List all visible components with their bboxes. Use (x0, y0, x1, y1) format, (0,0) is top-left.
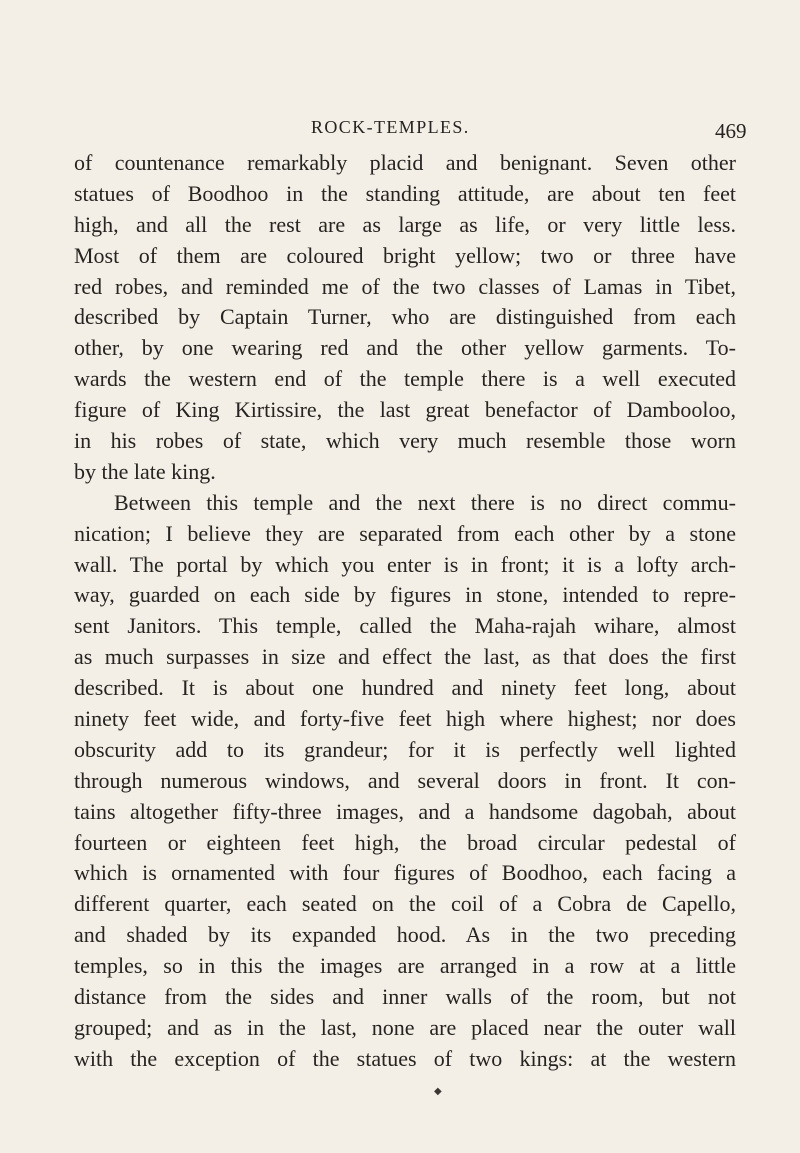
text-line: with the exception of the statues of two kings: at the western (74, 1045, 736, 1071)
text-line: and shaded by its expanded hood. As in the two preceding (74, 922, 736, 948)
text-line: high, and all the rest are as large as life, or very little less. (74, 211, 736, 237)
body-text (74, 148, 736, 1075)
text-line: wall. The portal by which you enter is in front; it is a lofty arch- (74, 551, 736, 577)
text-line: of countenance remarkably placid and benignant. Seven other (74, 150, 736, 175)
text-line: ninety feet wide, and forty-five feet high where highest; nor does (74, 706, 736, 732)
page-number: 469 (715, 119, 747, 143)
text-line: different quarter, each seated on the coil of a Cobra de Capello, (74, 891, 736, 917)
text-line: through numerous windows, and several doors in front. It con- (74, 767, 736, 793)
signature-mark-icon: ◆ (434, 1086, 442, 1097)
running-title: ROCK-TEMPLES. (311, 117, 470, 137)
text-line: Most of them are coloured bright yellow; two or three have (74, 242, 736, 268)
text-line: which is ornamented with four figures of Boodhoo, each facing a (74, 860, 736, 886)
text-line: way, guarded on each side by figures in stone, intended to repre- (74, 582, 736, 608)
text-line: as much surpasses in size and effect the last, as that does the first (74, 644, 736, 670)
text-line: statues of Boodhoo in the standing attitude, are about ten feet (74, 180, 736, 206)
text-line: in his robes of state, which very much resemble those worn (74, 428, 736, 454)
running-head (0, 117, 800, 147)
text-line: wards the western end of the temple there is a well executed (74, 366, 736, 392)
text-line: other, by one wearing red and the other yellow garments. To- (74, 335, 736, 361)
text-line: described by Captain Turner, who are distinguished from each (74, 304, 736, 330)
text-line: sent Janitors. This temple, called the Maha-rajah wihare, almost (74, 613, 736, 639)
text-line: red robes, and reminded me of the two classes of Lamas in Tibet, (74, 273, 736, 299)
text-line: obscurity add to its grandeur; for it is perfectly well lighted (74, 736, 736, 762)
text-line: Between this temple and the next there is no direct commu- (114, 489, 736, 515)
text-line: figure of King Kirtissire, the last great benefactor of Dambooloo, (74, 397, 736, 423)
text-line: described. It is about one hundred and ninety feet long, about (74, 675, 736, 701)
text-line: tains altogether fifty-three images, and a handsome dagobah, about (74, 798, 736, 824)
text-line: temples, so in this the images are arranged in a row at a little (74, 953, 736, 979)
text-line: by the late king. (74, 458, 216, 484)
text-line: distance from the sides and inner walls of the room, but not (74, 984, 736, 1010)
text-line: grouped; and as in the last, none are placed near the outer wall (74, 1014, 736, 1040)
text-line: fourteen or eighteen feet high, the broad circular pedestal of (74, 829, 736, 855)
text-line: nication; I believe they are separated from each other by a stone (74, 520, 736, 546)
